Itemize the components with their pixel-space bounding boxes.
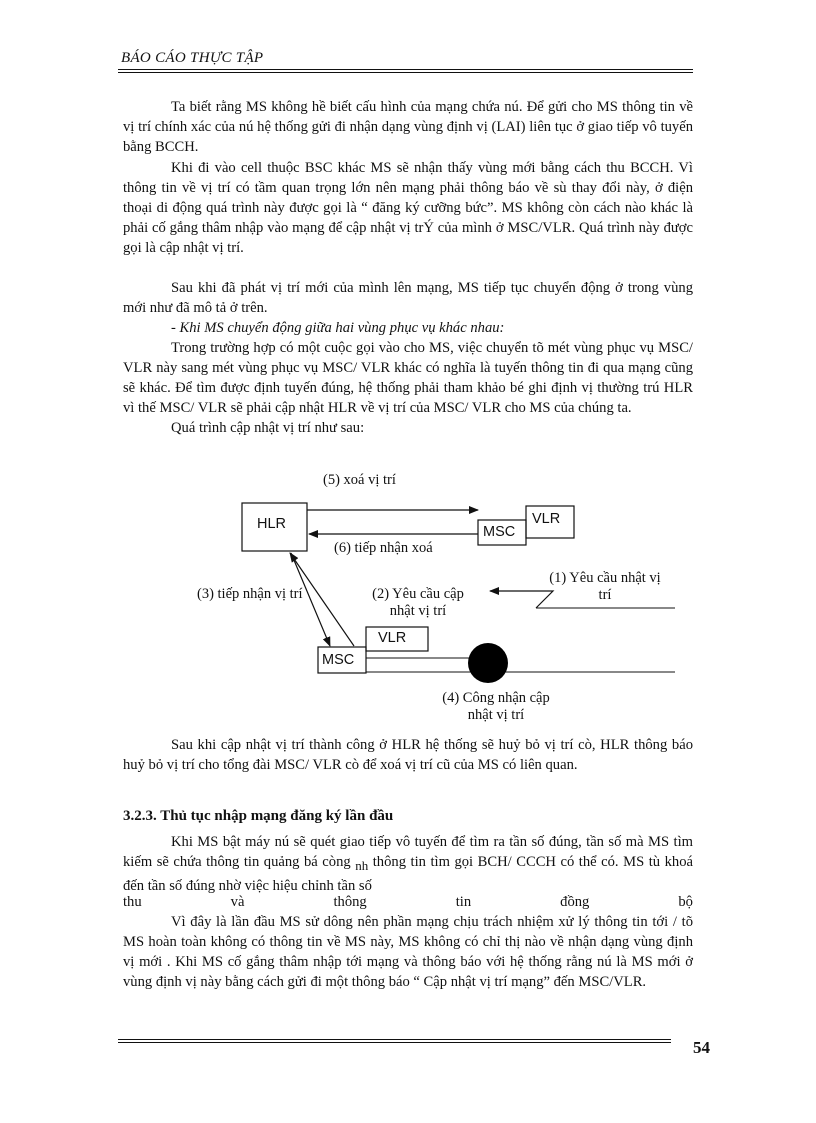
step5-label: (5) xoá vị trí (323, 472, 396, 488)
step4-line1: (4) Công nhận cập (442, 690, 550, 706)
section-heading: 3.2.3. Thủ tục nhập mạng đăng ký lần đầu (123, 808, 394, 824)
paragraph-8-subscript: nh (355, 857, 369, 873)
msc-top-label: MSC (483, 524, 516, 540)
vlr-top-label: VLR (532, 511, 561, 527)
step2-line2: nhật vị trí (389, 603, 447, 619)
step3-label: (3) tiếp nhận vị trí (197, 586, 303, 602)
step1-label (535, 570, 675, 604)
step2-label (362, 586, 474, 620)
vlr-bottom-label: VLR (378, 630, 407, 646)
footer-rule (118, 1039, 671, 1040)
step6-label: (6) tiếp nhận xoá (334, 540, 433, 556)
paragraph-6: Quá trình cập nhật vị trí như sau: (171, 420, 365, 436)
paragraph-2: Khi đi vào cell thuộc BSC khác MS sẽ nhận thấy vùng mới bằng cách thu BCCH. Vì thông tin về vị trí có tầm quan trọng lớn nên mạng phải thông báo về sù thay đổi này, ở điện thoại di động quá trình này được gọi là “ đăng ký cưỡng bức”. MS không còn cách nào khác là phải cố gắng thâm nhập vào mạng để cập nhật vị trÝ của mình ở MSC/VLR. Quá trình này được gọi là cập nhật vị trí. (123, 160, 693, 256)
step4-line2: nhật vị trí (467, 707, 525, 723)
word: và (230, 894, 245, 910)
report-header-title: BÁO CÁO THỰC TẬP (121, 50, 264, 66)
paragraph-8-continued: thông tin tìm gọi BCH/ CCCH có thể có. MS tù khoá đến tần số đúng nhờ việc hiệu chỉnh tần số (123, 854, 693, 894)
paragraph-9: Vì đây là lần đầu MS sử dông nên phần mạng chịu trách nhiệm xử lý thông tin tới / tõ MS hoàn toàn không có thông tin về MS này, MS không có chỉ thị nào về nhận dạng vùng định vị mới . Khi MS cố gắng thâm nhập tới mạng và thông báo với hệ thống rằng nú là MS mới ở vùng định vị này bằng cách gửi đi một thông báo “ Cập nhật vị trí mạng” đến MSC/VLR. (123, 914, 693, 990)
step1-line2: trí (598, 587, 612, 603)
word: đồng (560, 894, 590, 910)
word: tin (455, 894, 472, 910)
paragraph-1: Ta biết rằng MS không hề biết cấu hình của mạng chứa nú. Để gửi cho MS thông tin về vị trí chính xác của nú hệ thống gửi đi nhận dạng vùng định vị (LAI) liên tục ở giao tiếp vô tuyến bằng BCCH. (123, 99, 693, 155)
mobile-station-dot (468, 643, 508, 683)
word: thu (123, 894, 142, 910)
step1-line1: (1) Yêu cầu nhật vị (549, 570, 661, 586)
paragraph-8-last-line (123, 892, 693, 912)
paragraph-8-text: Khi MS bật máy nú sẽ quét giao tiếp vô tuyến để tìm ra tần số đúng, tần số mà MS tìm kiếm sẽ chứa thông tin quảng bá còng (123, 834, 693, 870)
word: thông (333, 894, 367, 910)
step2-line1: (2) Yêu cầu cập (372, 586, 464, 602)
paragraph-7: Sau khi cập nhật vị trí thành công ở HLR hệ thống sẽ huỷ bỏ vị trí cò, HLR thông báo huỷ bỏ vị trí cho tổng đài MSC/ VLR cò để xoá vị trí cũ của MS có liên quan. (123, 737, 693, 773)
step4-label (426, 690, 566, 724)
hlr-label: HLR (257, 516, 287, 532)
paragraph-3: Sau khi đã phát vị trí mới của mình lên mạng, MS tiếp tục chuyển động ở trong vùng mới như đã mô tả ở trên. (123, 280, 693, 316)
italic-subheading: - Khi MS chuyển động giữa hai vùng phục vụ khác nhau: (171, 320, 505, 336)
paragraph-5: Trong trường hợp có một cuộc gọi vào cho MS, việc chuyển tõ mét vùng phục vụ MSC/ VLR này sang mét vùng phục vụ MSC/ VLR khác có nghĩa là tuyến thông tin đi qua mạng cũng sẽ khác. Để tìm được định tuyến đúng, hệ thống phải tham khảo bé ghi định vị thường trú HLR vì thế MSC/ VLR sẽ phải cập nhật HLR về vị trí của MSC/ VLR cho MS của chúng ta. (123, 340, 693, 416)
word: bộ (678, 894, 693, 910)
footer-rule-secondary (118, 1042, 671, 1043)
msc-bottom-label: MSC (322, 652, 355, 668)
page-number: 54 (693, 1038, 710, 1057)
paragraph-8 (123, 832, 693, 896)
